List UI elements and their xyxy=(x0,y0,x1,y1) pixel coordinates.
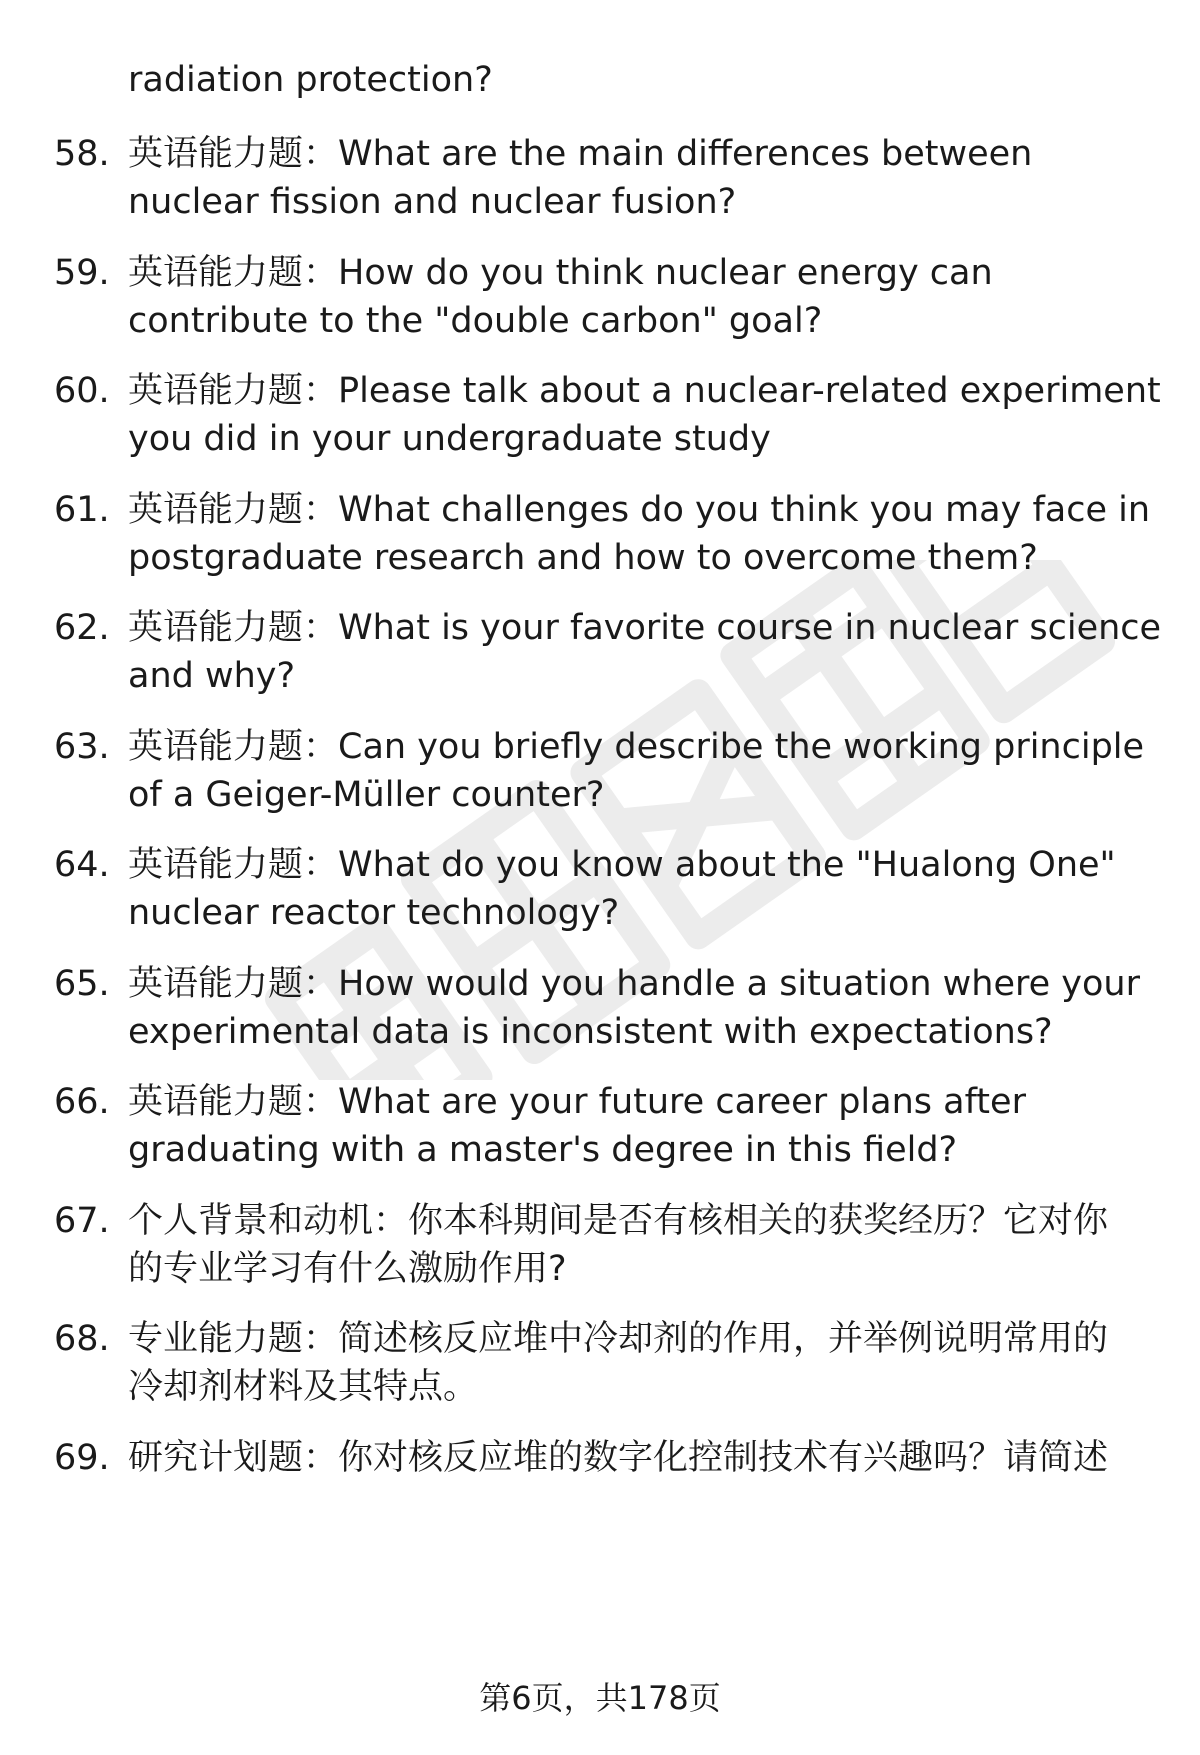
item-text-line: 的专业学习有什么激励作用? xyxy=(128,1249,567,1289)
item-number: 66. xyxy=(54,1082,110,1122)
item-text-line: experimental data is inconsistent with expectations? xyxy=(128,1012,1053,1052)
item-number: 69. xyxy=(54,1438,110,1478)
item-text-line: 冷却剂材料及其特点。 xyxy=(128,1367,479,1407)
item-text-line: 研究计划题：你对核反应堆的数字化控制技术有兴趣吗？请简述 xyxy=(128,1438,1109,1478)
item-number: 61. xyxy=(54,490,110,530)
item-text-line: 英语能力题：What do you know about the "Hualong One" xyxy=(128,845,1116,885)
item-text xyxy=(128,960,1168,1056)
item-text-line: graduating with a master's degree in this field? xyxy=(128,1130,958,1170)
item-text-line: and why? xyxy=(128,656,296,696)
item-text-line: contribute to the "double carbon" goal? xyxy=(128,301,823,341)
item-text-line: postgraduate research and how to overcome them? xyxy=(128,538,1038,578)
item-number: 59. xyxy=(54,253,110,293)
item-number: 62. xyxy=(54,608,110,648)
item-number: 65. xyxy=(54,964,110,1004)
item-text xyxy=(128,841,1168,937)
item-text xyxy=(128,1078,1168,1174)
item-text-line: 英语能力题：How do you think nuclear energy can xyxy=(128,253,993,293)
item-text-line: 英语能力题：Can you briefly describe the working principle xyxy=(128,727,1145,767)
item-text-line: 个人背景和动机：你本科期间是否有核相关的获奖经历？它对你 xyxy=(128,1201,1109,1241)
item-text-line: you did in your undergraduate study xyxy=(128,419,771,459)
item-number: 64. xyxy=(54,845,110,885)
item-text-line: 英语能力题：Please talk about a nuclear-related experiment xyxy=(128,371,1161,411)
item-text xyxy=(128,1315,1168,1411)
item-text-line: 专业能力题：简述核反应堆中冷却剂的作用，并举例说明常用的 xyxy=(128,1319,1109,1359)
page-footer: 第6页，共178页 xyxy=(479,1679,721,1717)
item-text xyxy=(128,1434,1168,1482)
item-text-line: 英语能力题：What are your future career plans after xyxy=(128,1082,1026,1122)
item-text xyxy=(128,723,1168,819)
item-text-line: of a Geiger-Müller counter? xyxy=(128,775,605,815)
item-text-line: nuclear reactor technology? xyxy=(128,893,620,933)
continuation-line: radiation protection? xyxy=(128,60,493,100)
item-text xyxy=(128,130,1168,226)
item-text-line: 英语能力题：What is your favorite course in nuclear science xyxy=(128,608,1162,648)
item-text-line: 英语能力题：How would you handle a situation where your xyxy=(128,964,1140,1004)
item-number: 58. xyxy=(54,134,110,174)
item-number: 67. xyxy=(54,1201,110,1241)
item-text-line: nuclear fission and nuclear fusion? xyxy=(128,182,737,222)
item-text-line: 英语能力题：What are the main differences between xyxy=(128,134,1033,174)
item-text-line: 英语能力题：What challenges do you think you may face in xyxy=(128,490,1151,530)
item-text xyxy=(128,1197,1168,1293)
item-text xyxy=(128,367,1168,463)
item-text xyxy=(128,604,1168,700)
item-number: 63. xyxy=(54,727,110,767)
item-text xyxy=(128,486,1168,582)
item-number: 68. xyxy=(54,1319,110,1359)
item-number: 60. xyxy=(54,371,110,411)
item-text xyxy=(128,249,1168,345)
